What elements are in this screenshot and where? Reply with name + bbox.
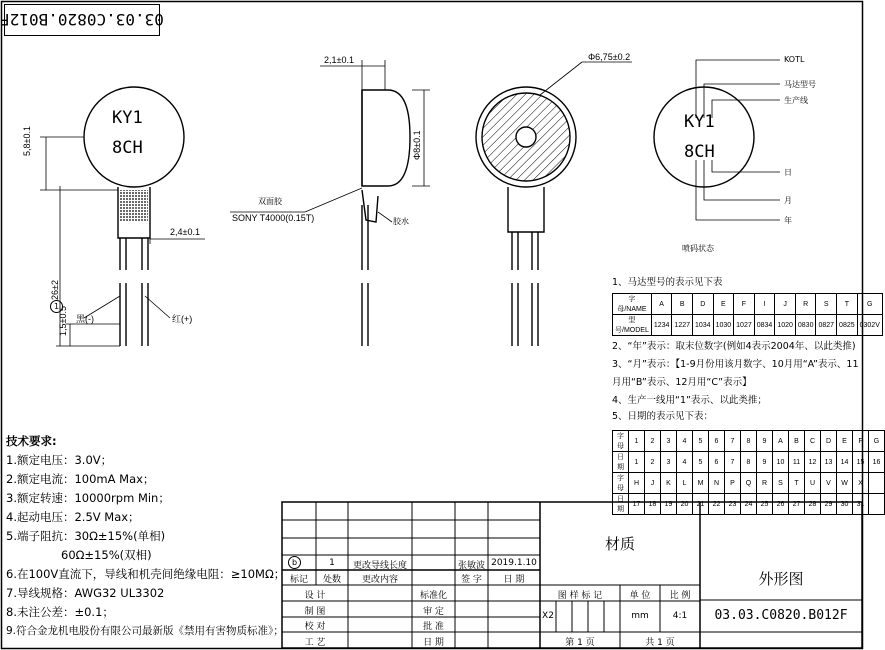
date-cell: 2 [645, 452, 661, 473]
model-cell: 字母/NAME [613, 294, 652, 315]
info-item-3a: 3、“月”表示：【1-9月份用该月数字、10月用“A”表示、11 [612, 359, 859, 370]
date-cell: 字母 [613, 473, 629, 494]
date-table-row [613, 494, 885, 515]
date-cell: 5 [693, 452, 709, 473]
model-cell: 型号/MODEL [613, 315, 652, 336]
date-cell: N [709, 473, 725, 494]
model-cell: R [795, 294, 816, 315]
glue-label: 胶水 [393, 217, 409, 226]
date-cell: 28 [805, 494, 821, 515]
model-cell: T [837, 294, 858, 315]
note-3: 3.额定转速：10000rpm Min； [6, 491, 170, 505]
date-cell: A [773, 431, 789, 452]
date-cell: 30 [837, 494, 853, 515]
rev-date: 2019.1.10 [491, 558, 537, 568]
date-cell: 23 [725, 494, 741, 515]
lead-negative: 黑(-) [76, 314, 94, 324]
model-cell: 0302V [857, 315, 882, 336]
marking-label-top: KY1 [684, 112, 715, 132]
date-cell: 字母 [613, 431, 629, 452]
date-cell [869, 473, 885, 494]
front-label-top: KY1 [112, 108, 143, 128]
date-cell: 5 [693, 431, 709, 452]
date-cell: D [821, 431, 837, 452]
doc-number-box [0, 4, 164, 36]
date-cell: 日期 [613, 494, 629, 515]
date-cell: 3 [661, 431, 677, 452]
date-cell: M [693, 473, 709, 494]
date-cell [869, 494, 885, 515]
date-cell: 6 [709, 431, 725, 452]
rev-content: 更改导线长度 [352, 561, 407, 571]
date-cell: 7 [725, 431, 741, 452]
model-cell: I [754, 294, 775, 315]
callout-model: 马达型号 [784, 80, 816, 89]
date-cell: B [789, 431, 805, 452]
callout-day: 日 [784, 168, 792, 177]
dim-lead-end: 1,5±0.5 [58, 306, 68, 336]
date-cell: R [757, 473, 773, 494]
date-cell: 19 [661, 494, 677, 515]
model-cell: G [857, 294, 882, 315]
callout-kotl: KOTL [784, 55, 805, 64]
date-cell: 9 [757, 431, 773, 452]
date-cell: T [789, 473, 805, 494]
info-item-3b: 月用“B”表示、12月用“C”表示】 [612, 377, 752, 388]
date-table-row [613, 473, 885, 494]
info-item-4: 4、生产一线用“1”表示、以此类推； [612, 395, 767, 406]
h-sign: 签 字 [461, 575, 482, 585]
tb-h-unit: 单 位 [629, 591, 651, 601]
date-cell: E [837, 431, 853, 452]
technical-notes [6, 432, 285, 641]
callout-year: 年 [784, 216, 792, 225]
info-item-2: 2、“年”表示：取末位数字(例如4表示2004年、以此类推) [612, 341, 856, 352]
note-6: 6.在100V直流下，导线和机壳间绝缘电阻：≥10MΩ； [6, 567, 286, 581]
tb-drawing-no: 03.03.C0820.B012F [714, 608, 848, 623]
h-content: 更改内容 [361, 575, 398, 585]
rev-count: 1 [329, 558, 335, 568]
model-cell: A [651, 294, 672, 315]
date-cell: S [773, 473, 789, 494]
date-cell: 2 [645, 431, 661, 452]
model-cell: 1027 [734, 315, 755, 336]
date-cell: 25 [757, 494, 773, 515]
model-table-row [613, 315, 883, 336]
model-cell: 0830 [795, 315, 816, 336]
date-cell: 15 [853, 452, 869, 473]
date-cell: 10 [773, 452, 789, 473]
date-cell: K [661, 473, 677, 494]
note-7: 7.导线规格：AWG32 UL3302 [6, 586, 165, 600]
date-cell: 29 [821, 494, 837, 515]
info-item-5: 5、日期的表示见下表： [612, 411, 714, 422]
model-cell: 1034 [693, 315, 714, 336]
tb-review: 审 定 [423, 607, 444, 617]
tb-standard: 标准化 [419, 591, 447, 601]
note-1: 1.额定电压：3.0V； [6, 453, 113, 467]
tb-sheet-no: 第 1 页 [565, 638, 595, 648]
dim-thickness: 2,1±0.1 [324, 55, 354, 65]
tb-drawing-name: 外形图 [758, 570, 804, 588]
date-cell: 日期 [613, 452, 629, 473]
date-cell: 17 [629, 494, 645, 515]
date-cell: 21 [693, 494, 709, 515]
date-cell: 26 [773, 494, 789, 515]
model-cell: S [816, 294, 837, 315]
model-cell: 1030 [713, 315, 734, 336]
date-cell: 4 [677, 431, 693, 452]
date-cell: P [725, 473, 741, 494]
info-item-1: 1、马达型号的表示见下表 [612, 277, 723, 288]
model-cell: 1227 [672, 315, 693, 336]
date-cell: G [869, 431, 885, 452]
date-cell: 7 [725, 452, 741, 473]
date-table-row [613, 452, 885, 473]
date-cell: U [805, 473, 821, 494]
model-cell: F [734, 294, 755, 315]
rev-mark: b [288, 556, 301, 569]
h-date: 日 期 [503, 575, 525, 585]
date-cell: F [853, 431, 869, 452]
dim-diameter-side: Φ8±0.1 [412, 130, 422, 160]
tape-label: 双面胶 [258, 197, 282, 206]
date-cell: W [837, 473, 853, 494]
model-cell: 1234 [651, 315, 672, 336]
date-cell: 12 [805, 452, 821, 473]
model-cell: 0827 [816, 315, 837, 336]
date-cell: 8 [741, 452, 757, 473]
note-5: 5.端子阻抗：30Ω±15%(单相) [6, 529, 166, 543]
date-cell: 11 [789, 452, 805, 473]
dim-total-length: 26±2 [50, 280, 60, 300]
date-table [612, 430, 885, 515]
marking-caption: 喷码状态 [682, 244, 714, 253]
tb-date: 日 期 [423, 638, 444, 648]
lead-positive: 红(+) [172, 314, 193, 324]
date-cell: H [629, 473, 645, 494]
date-cell: 6 [709, 452, 725, 473]
tb-check: 校 对 [304, 622, 326, 632]
date-cell: J [645, 473, 661, 494]
date-cell: 8 [741, 431, 757, 452]
model-cell: J [775, 294, 796, 315]
tb-h-scale: 比 例 [669, 591, 691, 601]
date-cell: 1 [629, 452, 645, 473]
tb-unit-val: mm [631, 611, 649, 621]
tb-sheet-total: 共 1 页 [645, 638, 675, 648]
h-count: 处数 [322, 575, 341, 585]
date-cell: C [805, 431, 821, 452]
date-cell: 1 [629, 431, 645, 452]
tb-approve: 批 准 [423, 622, 444, 632]
tb-draw: 制 图 [304, 607, 326, 617]
front-callout: 1 [50, 300, 63, 313]
model-cell: B [672, 294, 693, 315]
dim-height: 5,8±0.1 [22, 126, 32, 156]
date-table-row [613, 431, 885, 452]
date-cell: X [853, 473, 869, 494]
date-cell: 14 [837, 452, 853, 473]
h-mark: 标记 [289, 575, 308, 585]
note-4: 4.起动电压：2.5V Max； [6, 510, 140, 524]
model-cell: E [713, 294, 734, 315]
date-cell: 20 [677, 494, 693, 515]
model-table [612, 293, 883, 336]
doc-number: 03.03.C0820.B012F [0, 10, 164, 30]
front-label-bottom: 8CH [112, 138, 143, 158]
date-cell: 27 [789, 494, 805, 515]
tb-material: 材质 [604, 535, 635, 553]
date-cell: 31 [853, 494, 869, 515]
date-cell: 3 [661, 452, 677, 473]
date-cell: 4 [677, 452, 693, 473]
date-cell: 13 [821, 452, 837, 473]
rev-by: 张敏波 [457, 561, 485, 571]
tb-marking-val: X2 [542, 611, 554, 621]
model-cell: 0825 [837, 315, 858, 336]
marking-label-bottom: 8CH [684, 142, 715, 162]
note-5b: 60Ω±15%(双相) [61, 548, 152, 562]
tb-process: 工 艺 [304, 638, 326, 648]
dim-width: 2,4±0.1 [170, 227, 200, 237]
back-view [476, 87, 576, 346]
date-cell: 9 [757, 452, 773, 473]
model-cell: 1020 [775, 315, 796, 336]
date-cell: 24 [741, 494, 757, 515]
tb-h-marking: 图 样 标 记 [557, 591, 603, 601]
date-cell: L [677, 473, 693, 494]
date-cell: V [821, 473, 837, 494]
dim-diameter-back: Φ6,75±0.2 [588, 52, 631, 62]
date-cell: Q [741, 473, 757, 494]
notes-title: 技术要求: [6, 434, 57, 448]
note-9: 9.符合金龙机电股份有限公司最新版《禁用有害物质标准》； [6, 625, 284, 637]
date-cell: 16 [869, 452, 885, 473]
callout-line: 生产线 [784, 96, 808, 105]
model-table-head [613, 294, 883, 315]
note-8: 8.未注公差：±0.1； [6, 605, 114, 619]
date-cell: 18 [645, 494, 661, 515]
date-cell: 22 [709, 494, 725, 515]
callout-month: 月 [784, 196, 792, 205]
tb-scale-val: 4:1 [672, 611, 688, 621]
model-cell: 0834 [754, 315, 775, 336]
tb-design: 设 计 [304, 591, 326, 601]
note-2: 2.额定电流：100mA Max； [6, 472, 155, 486]
model-cell: D [693, 294, 714, 315]
tape-spec: SONY T4000(0.15T) [232, 213, 315, 223]
